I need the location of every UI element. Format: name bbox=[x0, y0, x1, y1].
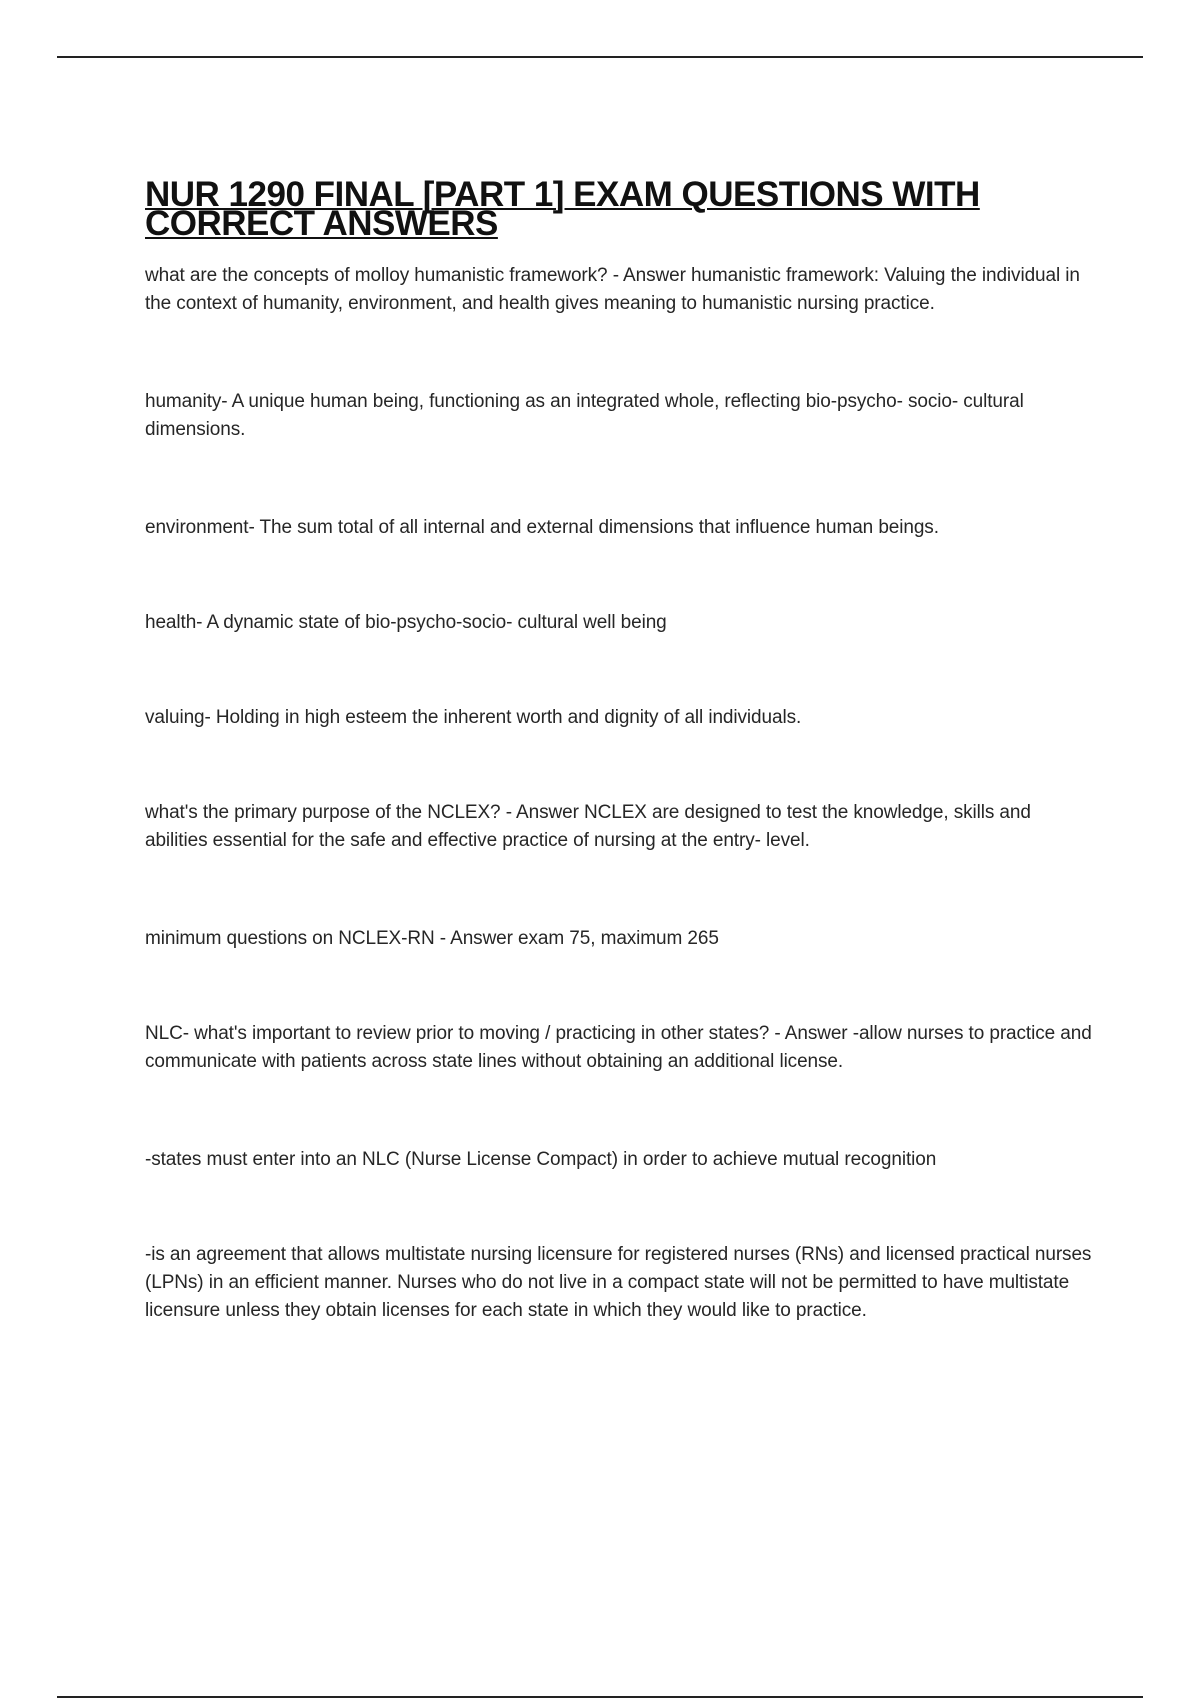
header-rule bbox=[57, 56, 1143, 58]
entry-molloy-framework: what are the concepts of molloy humanistic framework? - Answer humanistic framework: Valuing the individual in the context of humanity, environment, and health gives meaning to humanistic nursing practice. bbox=[145, 265, 1080, 314]
entry-nlc-review: NLC- what's important to review prior to moving / practicing in other states? - Answer -allow nurses to practice and communicate with patients across state lines without obtaining an additional license. bbox=[145, 1023, 1092, 1072]
entry-humanity: humanity- A unique human being, functioning as an integrated whole, reflecting bio-psycho- socio- cultural dimensions. bbox=[145, 391, 1024, 440]
footer-rule bbox=[57, 1696, 1143, 1698]
entry-nclex-purpose: what's the primary purpose of the NCLEX? - Answer NCLEX are designed to test the knowledge, skills and abilities essential for the safe and effective practice of nursing at the entry- level. bbox=[145, 802, 1031, 851]
entry-list bbox=[145, 262, 1095, 1325]
entry-nclex-minimum: minimum questions on NCLEX-RN - Answer exam 75, maximum 265 bbox=[145, 928, 719, 949]
entry-environment: environment- The sum total of all internal and external dimensions that influence human beings. bbox=[145, 517, 939, 538]
document-title: NUR 1290 FINAL [PART 1] EXAM QUESTIONS WITH CORRECT ANSWERS bbox=[145, 175, 980, 243]
entry-nlc-agreement: -is an agreement that allows multistate nursing licensure for registered nurses (RNs) and licensed practical nurses (LPNs) in an efficient manner. Nurses who do not live in a compact state will not be permitted to have multistate licensure unless they obtain licenses for each state in which they would like to practice. bbox=[145, 1244, 1092, 1321]
document-body bbox=[145, 175, 1095, 1325]
entry-health: health- A dynamic state of bio-psycho-socio- cultural well being bbox=[145, 612, 667, 633]
entry-nlc-states: -states must enter into an NLC (Nurse License Compact) in order to achieve mutual recognition bbox=[145, 1149, 937, 1170]
entry-valuing: valuing- Holding in high esteem the inherent worth and dignity of all individuals. bbox=[145, 707, 802, 728]
